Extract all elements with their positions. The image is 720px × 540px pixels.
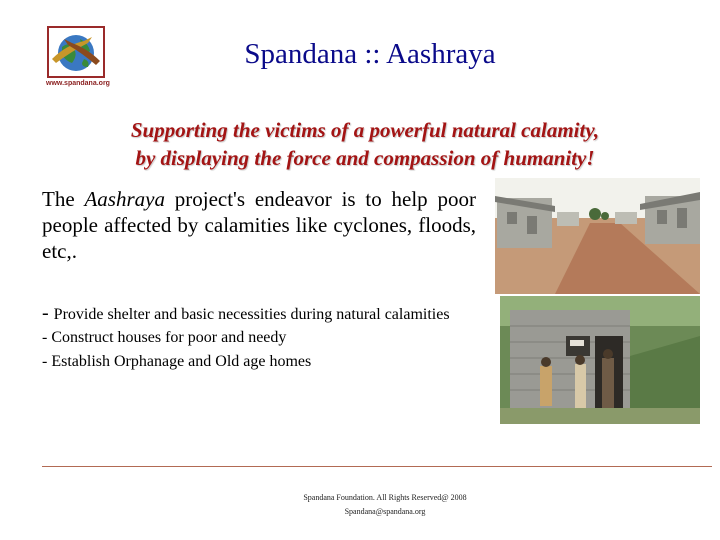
- footer-copyright: Spandana Foundation. All Rights Reserved@ 2008: [303, 493, 467, 502]
- tagline-line-2: by displaying the force and compassion of humanity!: [135, 146, 595, 170]
- intro-project-name: Aashraya: [84, 187, 165, 211]
- bullet-item: - Construct houses for poor and needy: [42, 329, 287, 346]
- bullet-list: [42, 302, 482, 374]
- intro-paragraph: [42, 186, 476, 264]
- bullet-item: - Establish Orphanage and Old age homes: [42, 353, 312, 370]
- tagline-line-1: Supporting the victims of a powerful natural calamity,: [130, 118, 600, 142]
- footer-email[interactable]: Spandana@spandana.org: [344, 507, 426, 516]
- intro-after: project's endeavor is to help poor people affected by calamities like cyclones, floods, etc,.: [42, 187, 476, 263]
- intro-before: The: [42, 187, 85, 211]
- tagline: [90, 116, 640, 172]
- house-residents-photo: [500, 296, 700, 424]
- bullet-item: - Provide shelter and basic necessities during natural calamities: [42, 302, 450, 324]
- houses-row-photo: [495, 178, 700, 294]
- page-title: Spandana :: Aashraya: [244, 38, 496, 70]
- footer-divider: [42, 466, 712, 467]
- logo-caption: www.spandana.org: [46, 80, 110, 87]
- footer: [230, 491, 540, 519]
